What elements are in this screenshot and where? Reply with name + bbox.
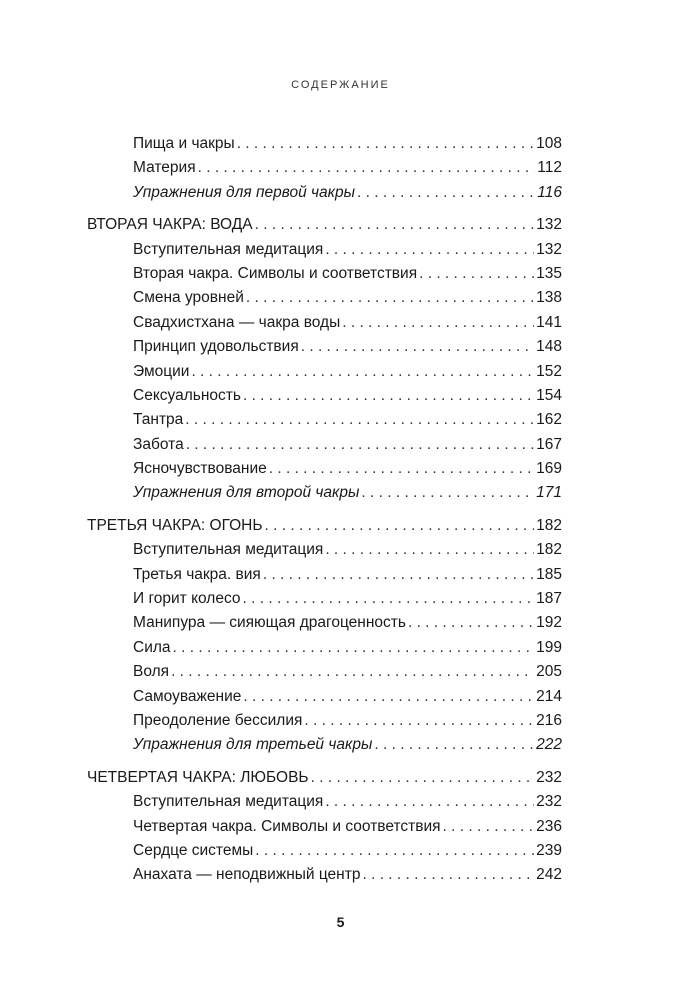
toc-entry (133, 587, 562, 611)
toc-entry-page: 232 (536, 793, 562, 811)
toc-entry (133, 815, 562, 839)
toc-entry-page: 242 (536, 866, 562, 884)
toc-entry-page: 132 (536, 240, 562, 258)
toc-entry-title: Вторая чакра. Символы и соответствия (133, 264, 418, 282)
toc-entry (133, 538, 562, 562)
dot-leader (357, 181, 535, 205)
toc-entry-page: 182 (536, 541, 562, 559)
toc-entry-page: 239 (536, 841, 562, 859)
toc-entry-title: ЧЕТВЕРТАЯ ЧАКРА: ЛЮБОВЬ (87, 768, 309, 786)
toc-entry (133, 286, 562, 310)
toc-entry-page: 205 (536, 663, 562, 681)
toc-entry-title: Пища и чакры (133, 135, 235, 152)
dot-leader (243, 384, 534, 408)
toc-entry (133, 457, 562, 481)
toc-entry-page: 236 (536, 817, 562, 835)
toc-entry-title: Преодоление бессилия (133, 711, 303, 729)
toc-entry-page: 135 (536, 264, 562, 282)
toc-entry-title: Упражнения для первой чакры (133, 183, 356, 201)
toc-entry (133, 335, 562, 359)
dot-leader (325, 238, 534, 262)
toc-entry (133, 709, 562, 733)
dot-leader (361, 481, 534, 505)
dot-leader (173, 636, 535, 660)
dot-leader (171, 660, 534, 684)
toc-exercises (133, 733, 562, 757)
toc-entry (133, 433, 562, 457)
toc-entry-title: Третья чакра. вия (133, 565, 261, 583)
dot-leader (325, 790, 534, 814)
toc-entry-page: 108 (536, 135, 562, 152)
toc-entry-page: 216 (536, 711, 562, 729)
toc-entry (133, 262, 562, 286)
dot-leader (374, 733, 534, 757)
toc-entry-title: Воля (133, 663, 170, 681)
toc-entry-title: Самоуважение (133, 687, 242, 705)
toc-entry-title: Ясночувствование (133, 460, 267, 478)
dot-leader (265, 514, 535, 538)
toc-entry-title: Смена уровней (133, 289, 244, 307)
toc-entry-title: Манипура — сияющая драгоценность (133, 614, 406, 632)
toc-entry-page: 182 (536, 516, 562, 534)
toc-entry (133, 360, 562, 384)
toc-entry-page: 169 (536, 460, 562, 478)
toc-entry-title: Свадхистхана — чакра воды (133, 313, 341, 331)
dot-leader (246, 286, 534, 310)
toc-entry-title: ТРЕТЬЯ ЧАКРА: ОГОНЬ (87, 516, 263, 534)
toc-entry (133, 563, 562, 587)
toc-entry-page: 132 (536, 216, 562, 234)
toc-entry (133, 660, 562, 684)
toc-entry (133, 636, 562, 660)
toc-entry-page: 167 (536, 435, 562, 453)
dot-leader (186, 433, 534, 457)
toc-entry (133, 839, 562, 863)
dot-leader (185, 408, 534, 432)
dot-leader (443, 815, 535, 839)
toc-entry-page: 152 (536, 362, 562, 380)
dot-leader (255, 839, 534, 863)
toc-entry-page: 138 (536, 289, 562, 307)
dot-leader (198, 156, 536, 180)
dot-leader (419, 262, 534, 286)
toc-entry-title: Вступительная медитация (133, 793, 324, 811)
dot-leader (243, 587, 535, 611)
toc-entry-page: 116 (537, 183, 562, 201)
toc-entry (133, 408, 562, 432)
toc-entry-title: Эмоции (133, 362, 190, 380)
toc-entry-page: 199 (536, 638, 562, 656)
dot-leader (342, 311, 534, 335)
toc-entry (133, 156, 562, 180)
page-number: 5 (336, 914, 345, 930)
dot-leader (255, 213, 535, 237)
dot-leader (408, 611, 534, 635)
toc-chapter (87, 766, 562, 790)
toc-entry-page: 214 (536, 687, 562, 705)
toc-entry-page: 141 (536, 313, 562, 331)
toc-entry-title: Забота (133, 435, 184, 453)
dot-leader (325, 538, 534, 562)
toc-entry-page: 222 (536, 736, 562, 754)
toc-entry (133, 790, 562, 814)
toc-entry-page: 185 (536, 565, 562, 583)
toc-chapter (87, 213, 562, 237)
toc-entry-title: Упражнения для третьей чакры (133, 736, 373, 754)
toc-entry-title: ВТОРАЯ ЧАКРА: ВОДА (87, 216, 253, 234)
toc-entry (133, 311, 562, 335)
toc-entry-page: 154 (536, 386, 562, 404)
toc-entry-title: Тантра (133, 411, 184, 429)
toc-entry-title: Сила (133, 638, 171, 656)
toc-entry-title: Сердце системы (133, 841, 254, 859)
toc-entry (133, 863, 562, 887)
toc-entry-page: 112 (537, 159, 562, 177)
toc-entry-title: Упражнения для второй чакры (133, 484, 360, 502)
table-of-contents (0, 132, 681, 888)
toc-entry-title: Материя (133, 159, 196, 177)
toc-entry-title: Четвертая чакра. Символы и соответствия (133, 817, 441, 835)
dot-leader (263, 563, 534, 587)
toc-entry-page: 162 (536, 411, 562, 429)
toc-entry (133, 685, 562, 709)
toc-entry-title: Принцип удовольствия (133, 338, 299, 356)
dot-leader (362, 863, 534, 887)
dot-leader (243, 685, 534, 709)
dot-leader (237, 132, 534, 156)
toc-entry-title: Вступительная медитация (133, 240, 324, 258)
dot-leader (311, 766, 535, 790)
toc-exercises (133, 481, 562, 505)
toc-entry-title: Анахата — неподвижный центр (133, 866, 361, 884)
toc-entry-title: И горит колесо (133, 590, 241, 608)
toc-exercises (133, 181, 562, 205)
toc-entry-page: 171 (536, 484, 562, 502)
toc-entry (133, 238, 562, 262)
toc-entry-page: 232 (536, 768, 562, 786)
dot-leader (191, 360, 534, 384)
toc-entry-page: 187 (536, 590, 562, 608)
toc-chapter (87, 514, 562, 538)
toc-entry (133, 384, 562, 408)
toc-entry-page: 148 (536, 338, 562, 356)
toc-entry-title: Вступительная медитация (133, 541, 324, 559)
toc-entry-title: Сексуальность (133, 386, 241, 404)
dot-leader (301, 335, 534, 359)
dot-leader (304, 709, 534, 733)
toc-entry (133, 611, 562, 635)
toc-entry (133, 132, 562, 156)
toc-entry-page: 192 (536, 614, 562, 632)
dot-leader (269, 457, 534, 481)
page-header: СОДЕРЖАНИЕ (291, 79, 390, 91)
